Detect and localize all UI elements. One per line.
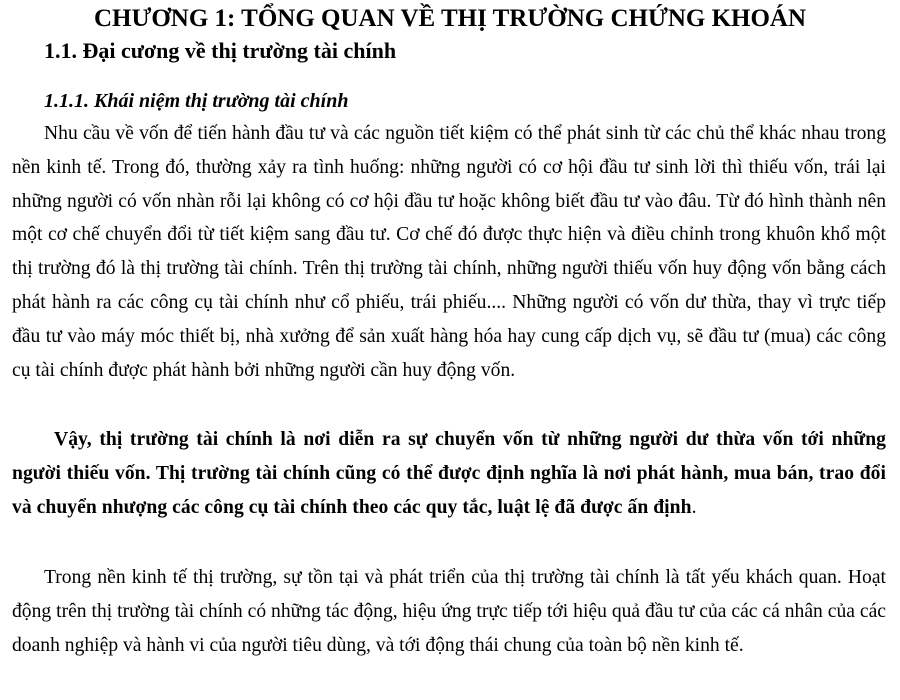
definition-bold-text: Vậy, thị trường tài chính là nơi diễn ra sự chuyển vốn từ những người dư thừa vốn tới những người thiếu vốn. Thị trường tài chính cũng có thể được định nghĩa là nơi phát hành, mua bán, trao đổi và chuyển nhượng các công cụ tài chính theo các quy tắc, luật lệ đã được ấn định — [12, 429, 886, 518]
definition-period: . — [691, 496, 697, 518]
chapter-title: CHƯƠNG 1: TỔNG QUAN VỀ THỊ TRƯỜNG CHỨNG KHOÁN — [93, 5, 807, 32]
section-title: 1.1. Đại cương về thị trường tài chính — [44, 38, 397, 63]
paragraph-definition — [12, 423, 886, 524]
paragraph-market-economy: Trong nền kinh tế thị trường, sự tồn tại và phát triển của thị trường tài chính là tất yếu khách quan. Hoạt động trên thị trường tài chính có những tác động, hiệu ứng trực tiếp tới hiệu quả đầu tư của các cá nhân của các doanh nghiệp và hành vi của người tiêu dùng, và tới động thái chung của toàn bộ nền kinh tế. — [12, 567, 886, 656]
subsection-title: 1.1.1. Khái niệm thị trường tài chính — [44, 90, 349, 112]
paragraph-need-for-capital: Nhu cầu về vốn để tiến hành đầu tư và các nguồn tiết kiệm có thể phát sinh từ các chủ thể khác nhau trong nền kinh tế. Trong đó, thường xảy ra tình huống: những người có cơ hội đầu tư sinh lời thì thiếu vốn, trái lại những người có vốn nhàn rỗi lại không có cơ hội đầu tư hoặc không biết đầu tư vào đâu. Từ đó hình thành nên một cơ chế chuyển đổi từ tiết kiệm sang đầu tư. Cơ chế đó được thực hiện và điều chỉnh trong khuôn khổ một thị trường đó là thị trường tài chính. Trên thị trường tài chính, những người thiếu vốn huy động vốn bằng cách phát hành ra các công cụ tài chính như cổ phiếu, trái phiếu.... Những người có vốn dư thừa, thay vì trực tiếp đầu tư vào máy móc thiết bị, nhà xưởng để sản xuất hàng hóa hay cung cấp dịch vụ, sẽ đầu tư (mua) các công cụ tài chính được phát hành bởi những người cần huy động vốn. — [12, 123, 886, 381]
